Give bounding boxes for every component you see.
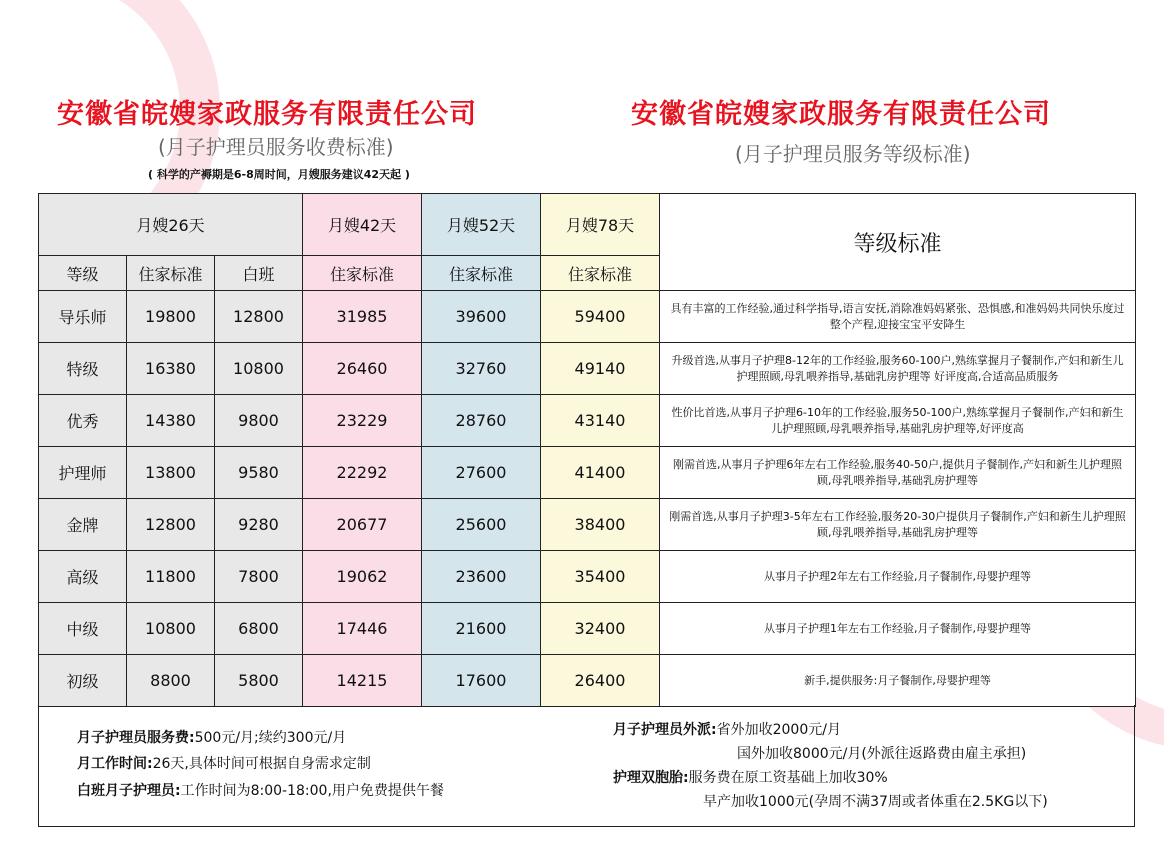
header-52-days: 月嫂52天 [422,194,541,256]
live-in-52-price: 25600 [422,499,541,551]
live-in-52-price: 21600 [422,603,541,655]
subtitle-fee-standard: (月子护理员服务收费标准) [158,135,394,159]
level-cell: 高级 [39,551,127,603]
dispatch-line [613,719,841,739]
company-title-left: 安徽省皖嫂家政服务有限责任公司 [57,99,477,130]
live-in-42-price: 23229 [303,395,422,447]
label: 护理双胞胎: [613,770,689,786]
live-in-78-price: 43140 [541,395,660,447]
level-description: 具有丰富的工作经验,通过科学指导,语言安抚,消除准妈妈紧张、恐惧感,和准妈妈共同快乐度过整个产程,迎接宝宝平安降生 [660,291,1136,343]
live-in-78-price: 49140 [541,343,660,395]
live-in-42-price: 22292 [303,447,422,499]
level-description: 性价比首选,从事月子护理6-10年的工作经验,服务50-100户,熟练掌握月子餐制作,产妇和新生儿护理照顾,母乳喂养指导,基础乳房护理等,好评度高 [660,395,1136,447]
table-row [39,395,1136,447]
live-in-42-price: 26460 [303,343,422,395]
live-in-42-price: 31985 [303,291,422,343]
level-description: 刚需首选,从事月子护理6年左右工作经验,服务40-50户,提供月子餐制作,产妇和新生儿护理照顾,母乳喂养指导,基础乳房护理等 [660,447,1136,499]
work-time-line [77,753,371,773]
level-description: 从事月子护理2年左右工作经验,月子餐制作,母婴护理等 [660,551,1136,603]
table-row [39,447,1136,499]
level-cell: 护理师 [39,447,127,499]
level-description: 刚需首选,从事月子护理3-5年左右工作经验,服务20-30户提供月子餐制作,产妇和新生儿护理照顾,母乳喂养指导,基础乳房护理等 [660,499,1136,551]
subheader-live-in: 住家标准 [127,256,215,291]
value: 工作时间为8:00-18:00,用户免费提供午餐 [180,783,444,799]
live-in-78-price: 38400 [541,499,660,551]
live-in-42-price: 14215 [303,655,422,707]
label: 月工作时间: [77,756,153,772]
subheader-live-in-42: 住家标准 [303,256,422,291]
label: 月子护理员服务费: [77,730,195,746]
live-in-52-price: 23600 [422,551,541,603]
level-description: 新手,提供服务:月子餐制作,母婴护理等 [660,655,1136,707]
level-cell: 初级 [39,655,127,707]
value: 服务费在原工资基础上加收30% [688,770,888,786]
header-78-days: 月嫂78天 [541,194,660,256]
footer-notes [38,705,1135,827]
live-in-78-price: 59400 [541,291,660,343]
value: 省外加收2000元/月 [716,722,841,738]
header-42-days: 月嫂42天 [303,194,422,256]
live-in-52-price: 39600 [422,291,541,343]
level-cell: 金牌 [39,499,127,551]
live-in-42-price: 20677 [303,499,422,551]
day-shift-26-price: 9800 [215,395,303,447]
table-row [39,655,1136,707]
header-26-days: 月嫂26天 [39,194,303,256]
day-shift-26-price: 10800 [215,343,303,395]
live-in-26-price: 19800 [127,291,215,343]
table-row [39,603,1136,655]
live-in-26-price: 14380 [127,395,215,447]
subheader-day-shift: 白班 [215,256,303,291]
day-shift-26-price: 12800 [215,291,303,343]
live-in-52-price: 32760 [422,343,541,395]
live-in-26-price: 16380 [127,343,215,395]
table-row [39,551,1136,603]
day-shift-26-price: 7800 [215,551,303,603]
live-in-78-price: 35400 [541,551,660,603]
live-in-52-price: 27600 [422,447,541,499]
subtitle-level-standard: (月子护理员服务等级标准) [735,142,971,166]
subheader-live-in-78: 住家标准 [541,256,660,291]
live-in-26-price: 11800 [127,551,215,603]
live-in-42-price: 19062 [303,551,422,603]
premature-line: 早产加收1000元(孕周不满37周或者体重在2.5KG以下) [703,794,1048,810]
table-row [39,343,1136,395]
label: 月子护理员外派: [613,722,717,738]
live-in-42-price: 17446 [303,603,422,655]
day-shift-26-price: 9280 [215,499,303,551]
level-cell: 优秀 [39,395,127,447]
live-in-26-price: 8800 [127,655,215,707]
header-level-standard: 等级标准 [660,194,1136,291]
service-fee-line [77,727,346,747]
subheader-level: 等级 [39,256,127,291]
label: 白班月子护理员: [77,783,181,799]
subheader-live-in-52: 住家标准 [422,256,541,291]
value: 500元/月;续约300元/月 [194,730,347,746]
postpartum-note: ( 科学的产褥期是6-8周时间，月嫂服务建议42天起 ) [148,168,410,181]
live-in-26-price: 13800 [127,447,215,499]
live-in-52-price: 17600 [422,655,541,707]
level-cell: 特级 [39,343,127,395]
level-description: 升级首选,从事月子护理8-12年的工作经验,服务60-100户,熟练掌握月子餐制作,产妇和新生儿护理照顾,母乳喂养指导,基础乳房护理等 好评度高,合适高品质服务 [660,343,1136,395]
live-in-78-price: 26400 [541,655,660,707]
level-description: 从事月子护理1年左右工作经验,月子餐制作,母婴护理等 [660,603,1136,655]
live-in-26-price: 12800 [127,499,215,551]
live-in-78-price: 41400 [541,447,660,499]
company-title-right: 安徽省皖嫂家政服务有限责任公司 [631,99,1051,130]
day-shift-26-price: 5800 [215,655,303,707]
table-row [39,499,1136,551]
live-in-26-price: 10800 [127,603,215,655]
level-cell: 导乐师 [39,291,127,343]
table-row [39,291,1136,343]
day-shift-26-price: 6800 [215,603,303,655]
live-in-78-price: 32400 [541,603,660,655]
level-cell: 中级 [39,603,127,655]
twins-line [613,767,888,787]
value: 26天,具体时间可根据自身需求定制 [152,756,371,772]
live-in-52-price: 28760 [422,395,541,447]
pricing-table [38,193,1136,707]
day-shift-26-price: 9580 [215,447,303,499]
day-shift-line [77,780,444,800]
dispatch-abroad-line: 国外加收8000元/月(外派往返路费由雇主承担) [737,746,1027,762]
